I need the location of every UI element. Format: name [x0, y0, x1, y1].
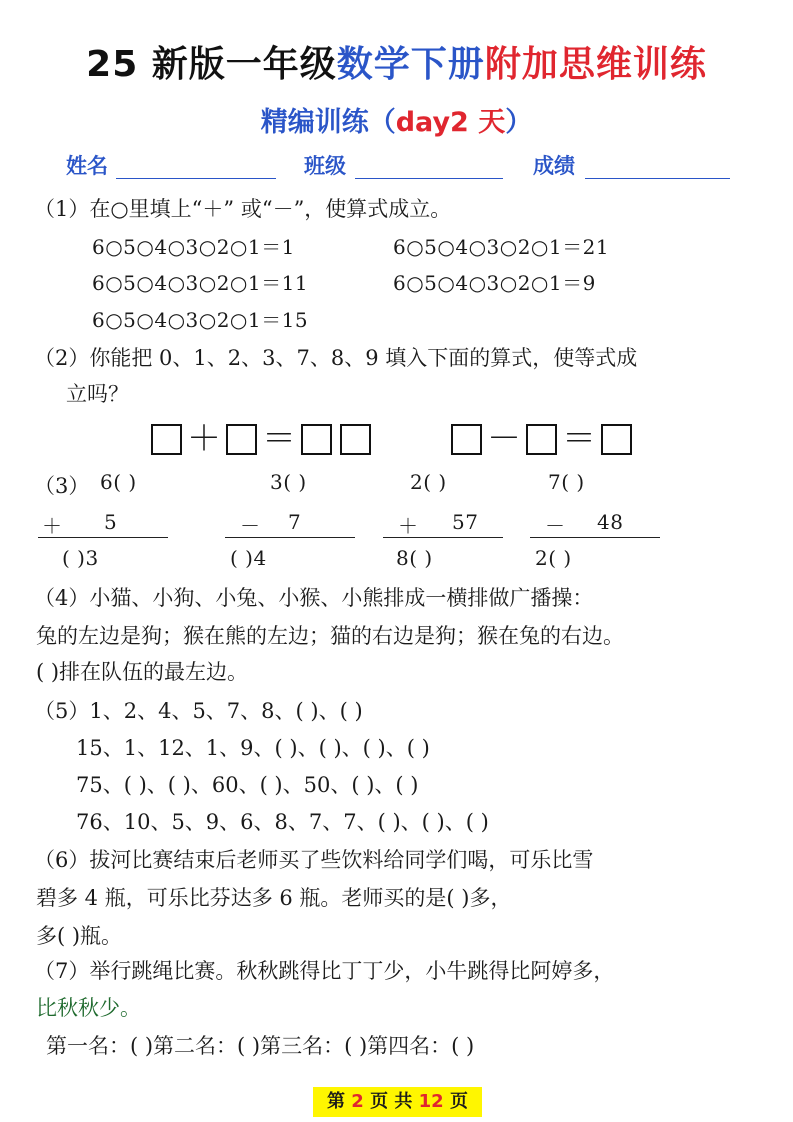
- q3-result: ( )4: [230, 546, 267, 570]
- q2-subtraction-equation: [451, 417, 632, 458]
- answer-box[interactable]: [340, 424, 371, 455]
- answer-box[interactable]: [301, 424, 332, 455]
- page-indicator-middle: 页 共: [363, 1091, 419, 1112]
- q3-divider-line: [38, 537, 168, 538]
- q3-bottom-number: 7: [288, 510, 302, 534]
- current-page-number: 2: [351, 1091, 364, 1112]
- q3-bottom-number: 5: [104, 510, 118, 534]
- q3-operator: ＋: [398, 514, 419, 538]
- q3-result: 2( ): [535, 546, 572, 570]
- answer-box[interactable]: [601, 424, 632, 455]
- equals-sign: ＝: [262, 418, 296, 459]
- class-field-line[interactable]: [355, 178, 503, 179]
- q1-prompt: （1）在○里填上“＋” 或“－”，使算式成立。: [34, 197, 452, 221]
- title-part-subject: 数学下册: [336, 44, 485, 85]
- page-subtitle: [0, 100, 793, 139]
- q3-label: （3）: [34, 474, 90, 498]
- q3-top-number: 3( ): [270, 470, 307, 494]
- q1-equation: 6○5○4○3○2○1＝1: [92, 235, 295, 259]
- q4-answer-line: ( )排在队伍的最左边。: [36, 660, 249, 684]
- page-number-badge: [313, 1087, 482, 1117]
- q1-equation: 6○5○4○3○2○1＝21: [393, 235, 610, 259]
- answer-box[interactable]: [526, 424, 557, 455]
- q7-text-line: （7）举行跳绳比赛。秋秋跳得比丁丁少，小牛跳得比阿婷多，: [34, 959, 615, 983]
- q2-prompt-cont: 立吗？: [66, 382, 129, 406]
- equals-sign: ＝: [562, 418, 596, 459]
- q7-ranking-line: 第一名：( )第二名：( )第三名：( )第四名：( ): [46, 1034, 475, 1058]
- plus-sign: ＋: [187, 418, 221, 459]
- q1-equation: 6○5○4○3○2○1＝15: [92, 308, 309, 332]
- name-field-line[interactable]: [116, 178, 276, 179]
- score-field-label: 成绩: [533, 154, 575, 178]
- q3-operator: －: [240, 514, 261, 538]
- q3-operator: ＋: [42, 514, 63, 538]
- q3-top-number: 2( ): [410, 470, 447, 494]
- q3-operator: －: [545, 514, 566, 538]
- title-part-grade: 25 新版一年级: [86, 44, 337, 85]
- q3-top-number: 6( ): [100, 470, 137, 494]
- score-field-line[interactable]: [585, 178, 730, 179]
- subtitle-day: day2 天: [395, 107, 506, 138]
- name-field-label: 姓名: [66, 154, 108, 178]
- q3-bottom-number: 57: [452, 510, 479, 534]
- q6-text-line: 碧多 4 瓶，可乐比芬达多 6 瓶。老师买的是( )多，: [36, 886, 512, 910]
- q5-sequence: 75、( )、( )、60、( )、50、( )、( ): [76, 773, 419, 797]
- q1-equation: 6○5○4○3○2○1＝9: [393, 271, 596, 295]
- class-field-label: 班级: [304, 154, 346, 178]
- minus-sign: －: [487, 418, 521, 459]
- page-title: [0, 36, 793, 87]
- q5-sequence: 76、10、5、9、6、8、7、7、( )、( )、( ): [76, 810, 489, 834]
- subtitle-prefix: 精编训练（: [260, 107, 396, 138]
- q6-answer-line: 多( )瓶。: [36, 924, 123, 948]
- q5-sequence: （5）1、2、4、5、7、8、( )、( ): [34, 699, 363, 723]
- q6-text-line: （6）拔河比赛结束后老师买了些饮料给同学们喝，可乐比雪: [34, 848, 594, 872]
- q3-bottom-number: 48: [597, 510, 624, 534]
- q2-addition-equation: [151, 417, 371, 458]
- q3-divider-line: [225, 537, 355, 538]
- q3-divider-line: [383, 537, 503, 538]
- q3-result: 8( ): [396, 546, 433, 570]
- q2-prompt: （2）你能把 0、1、2、3、7、8、9 填入下面的算式，使等式成: [34, 346, 638, 370]
- q1-equation: 6○5○4○3○2○1＝11: [92, 271, 309, 295]
- answer-box[interactable]: [151, 424, 182, 455]
- q3-top-number: 7( ): [548, 470, 585, 494]
- q4-text-line: 兔的左边是狗；猴在熊的左边；猫的右边是狗；猴在兔的右边。: [36, 624, 624, 648]
- q5-sequence: 15、1、12、1、9、( )、( )、( )、( ): [76, 736, 430, 760]
- title-part-training: 附加思维训练: [484, 44, 707, 85]
- q7-text-line: 比秋秋少。: [36, 996, 141, 1020]
- subtitle-suffix: ）: [505, 107, 533, 138]
- q4-text-line: （4）小猫、小狗、小兔、小猴、小熊排成一横排做广播操：: [34, 586, 594, 610]
- page-indicator-prefix: 第: [327, 1091, 352, 1112]
- answer-box[interactable]: [226, 424, 257, 455]
- q3-result: ( )3: [62, 546, 99, 570]
- total-page-number: 12: [418, 1091, 444, 1112]
- answer-box[interactable]: [451, 424, 482, 455]
- q3-divider-line: [530, 537, 660, 538]
- page-indicator-suffix: 页: [443, 1091, 468, 1112]
